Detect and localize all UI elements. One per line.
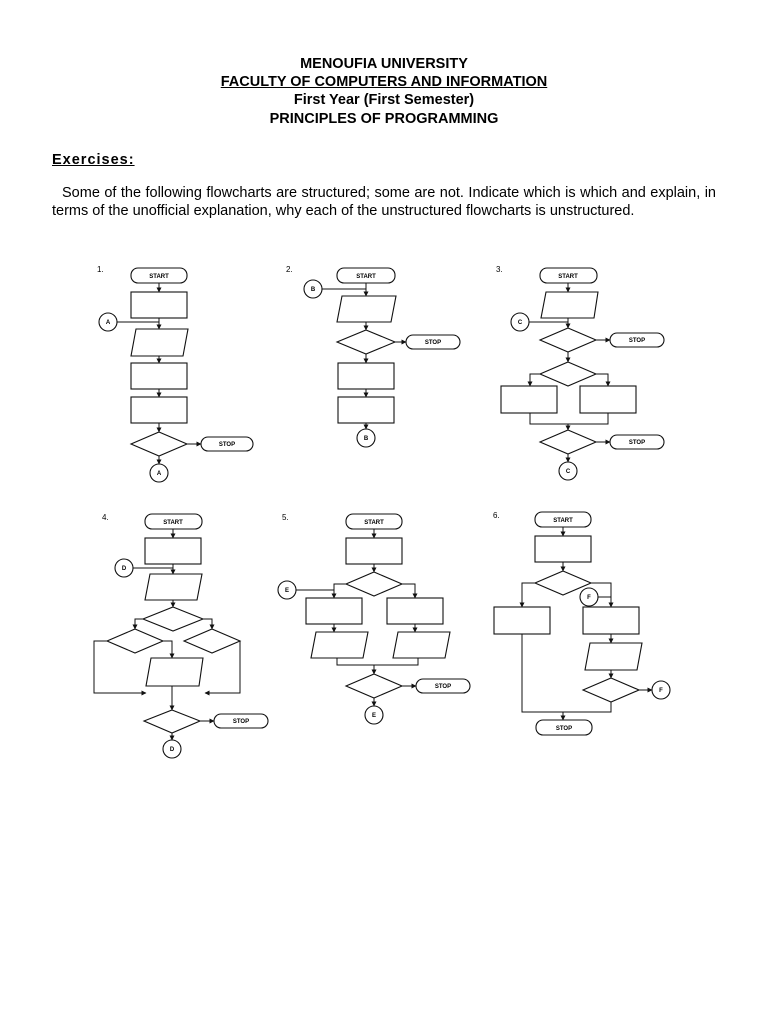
io-parallelogram <box>393 632 450 658</box>
io-parallelogram <box>541 292 598 318</box>
connector-label: D <box>121 566 127 572</box>
stop-label: STOP <box>628 440 646 446</box>
process-box <box>346 538 402 564</box>
flowchart-number: 6. <box>493 511 500 520</box>
process-box <box>131 397 187 423</box>
flowchart-number: 4. <box>102 513 109 522</box>
decision-diamond <box>583 678 639 702</box>
flowchart-number: 1. <box>97 265 104 274</box>
stop-label: STOP <box>218 442 236 448</box>
process-box <box>338 397 394 423</box>
process-box <box>535 536 591 562</box>
year-semester: First Year (First Semester) <box>293 92 475 108</box>
process-box <box>338 363 394 389</box>
connector-label: E <box>371 713 377 719</box>
process-box <box>580 386 636 413</box>
decision-diamond <box>346 572 402 596</box>
start-label: START <box>356 274 376 280</box>
connector-label: D <box>169 747 175 753</box>
io-parallelogram <box>131 329 188 356</box>
io-parallelogram <box>585 643 642 670</box>
process-box <box>145 538 201 564</box>
stop-label: STOP <box>434 684 452 690</box>
process-box <box>494 607 550 634</box>
process-box <box>387 598 443 624</box>
university-name: MENOUFIA UNIVERSITY <box>300 56 468 72</box>
connector-label: A <box>105 320 111 326</box>
process-box <box>501 386 557 413</box>
decision-diamond <box>131 432 187 456</box>
connector-label: B <box>310 287 316 293</box>
flowchart-2 <box>286 265 460 447</box>
decision-diamond <box>337 330 395 354</box>
faculty-name: FACULTY OF COMPUTERS AND INFORMATION <box>220 74 548 90</box>
decision-diamond <box>107 629 163 653</box>
connector-label: F <box>659 688 663 694</box>
flowchart-4 <box>94 513 268 758</box>
decision-diamond <box>184 629 240 653</box>
connector-label: E <box>284 588 290 594</box>
flowchart-number: 3. <box>496 265 503 274</box>
process-box <box>131 363 187 389</box>
connector-label: A <box>156 471 162 477</box>
decision-diamond <box>143 607 203 631</box>
decision-diamond <box>346 674 402 698</box>
connector-label: F <box>587 595 591 601</box>
flowchart-5 <box>278 513 470 724</box>
flowchart-number: 5. <box>282 513 289 522</box>
connector-label: B <box>363 436 369 442</box>
start-label: START <box>364 520 384 526</box>
stop-label: STOP <box>555 726 573 732</box>
connector-label: C <box>565 469 571 475</box>
process-box <box>306 598 362 624</box>
exercise-instructions: Some of the following flowcharts are structured; some are not. Indicate which is which and explain, in terms of the unofficial explanation, why each of the unstructured flowcharts is unstructured. <box>52 185 716 219</box>
flowchart-number: 2. <box>286 265 293 274</box>
process-box <box>131 292 187 318</box>
decision-diamond <box>540 362 596 386</box>
start-label: START <box>553 518 573 524</box>
connector-label: C <box>517 320 523 326</box>
decision-diamond <box>144 710 200 733</box>
start-label: START <box>149 274 169 280</box>
start-label: START <box>558 274 578 280</box>
flowchart-1 <box>97 265 253 482</box>
stop-label: STOP <box>628 338 646 344</box>
io-parallelogram <box>145 574 202 600</box>
start-label: START <box>163 520 183 526</box>
exercises-heading: Exercises: <box>52 152 135 168</box>
course-title: PRINCIPLES OF PROGRAMMING <box>269 111 499 127</box>
process-box <box>583 607 639 634</box>
stop-label: STOP <box>232 719 250 725</box>
stop-label: STOP <box>424 340 442 346</box>
flowcharts-figure <box>84 255 663 765</box>
io-parallelogram <box>337 296 396 322</box>
io-parallelogram <box>311 632 368 658</box>
decision-diamond <box>540 430 596 454</box>
decision-diamond <box>540 328 596 352</box>
flowchart-3 <box>496 265 664 480</box>
io-parallelogram <box>146 658 203 686</box>
flowchart-6 <box>493 511 670 735</box>
